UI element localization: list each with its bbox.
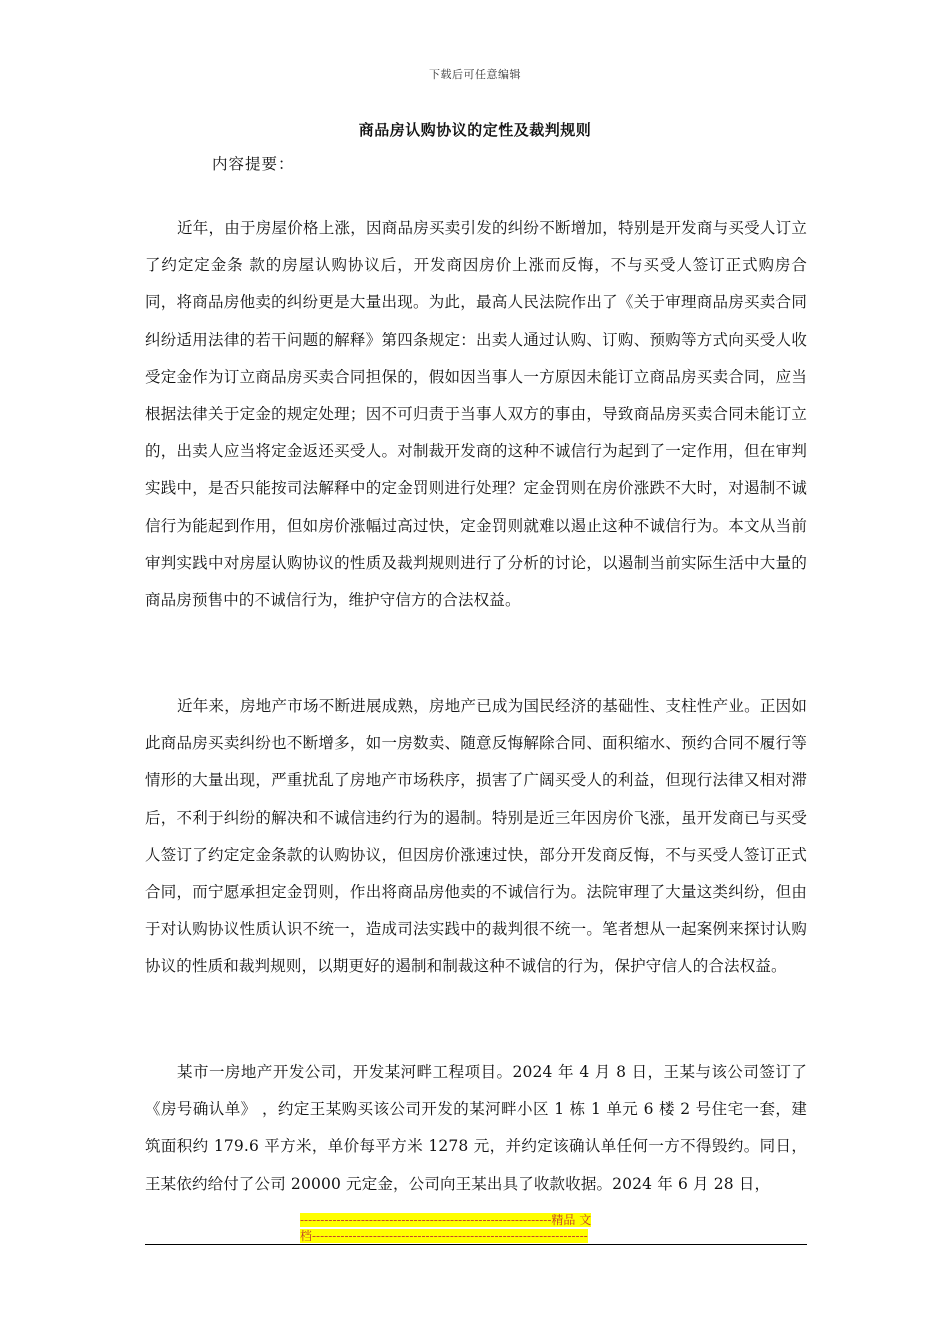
footer-watermark	[300, 1212, 650, 1244]
header-note: 下载后可任意编辑	[429, 68, 521, 81]
paragraph-intro: 近年，由于房屋价格上涨，因商品房买卖引发的纠纷不断增加，特别是开发商与买受人订立了约定定金条 款的房屋认购协议后，开发商因房价上涨而反悔，不与买受人签订正式购房合同，将商品房他卖的纠纷更是大量出现。为此，最高人民法院作出了《关于审理商品房买卖合同纠纷适用法律的若干问题的解释》第四条规定：出卖人通过认购、订购、预购等方式向买受人收受定金作为订立商品房买卖合同担保的，假如因当事人一方原因未能订立商品房买卖合同，应当根据法律关于定金的规定处理；因不可归责于当事人双方的事由，导致商品房买卖合同未能订立的，出卖人应当将定金返还买受人。对制裁开发商的这种不诚信行为起到了一定作用，但在审判实践中，是否只能按司法解释中的定金罚则进行处理？定金罚则在房价涨跌不大时，对遏制不诚信行为能起到作用，但如房价涨幅过高过快，定金罚则就难以遏止这种不诚信行为。本文从当前审判实践中对房屋认购协议的性质及裁判规则进行了分析的讨论，以遏制当前实际生活中大量的商品房预售中的不诚信行为，维护守信方的合法权益。	[145, 219, 807, 610]
summary-label: 内容提要：	[212, 155, 295, 173]
footer-watermark-line-1: --------------------------------------------------------------精品 文	[300, 1213, 592, 1227]
paragraph-background: 近年来，房地产市场不断进展成熟，房地产已成为国民经济的基础性、支柱性产业。正因如此商品房买卖纠纷也不断增多，如一房数卖、随意反悔解除合同、面积缩水、预约合同不履行等情形的大量出现，严重扰乱了房地产市场秩序，损害了广阔买受人的利益，但现行法律又相对滞后，不利于纠纷的解决和不诚信违约行为的遏制。特别是近三年因房价飞涨，虽开发商已与买受人签订了约定定金条款的认购协议，但因房价涨速过快，部分开发商反悔，不与买受人签订正式合同，而宁愿承担定金罚则，作出将商品房他卖的不诚信行为。法院审理了大量这类纠纷，但由于对认购协议性质认识不统一，造成司法实践中的裁判很不统一。笔者想从一起案例来探讨认购协议的性质和裁判规则，以期更好的遏制和制裁这种不诚信的行为，保护守信人的合法权益。	[145, 697, 807, 976]
footer-divider	[145, 1244, 807, 1245]
footer-watermark-line-2: 档--------------------------------------------------------------------	[300, 1229, 588, 1243]
document-title: 商品房认购协议的定性及裁判规则	[358, 121, 592, 139]
paragraph-case: 某市一房地产开发公司，开发某河畔工程项目。2024 年 4 月 8 日，王某与该公司签订了《房号确认单》 ，约定王某购买该公司开发的某河畔小区 1 栋 1 单元 6 楼 2 号住宅一套，建筑面积约 179.6 平方米，单价每平方米 1278 元，并约定该确认单任何一方不得毁约。同日，王某依约给付了公司 20000 元定金，公司向王某出具了收款收据。2024 年 6 月 28 日，	[145, 1063, 807, 1193]
